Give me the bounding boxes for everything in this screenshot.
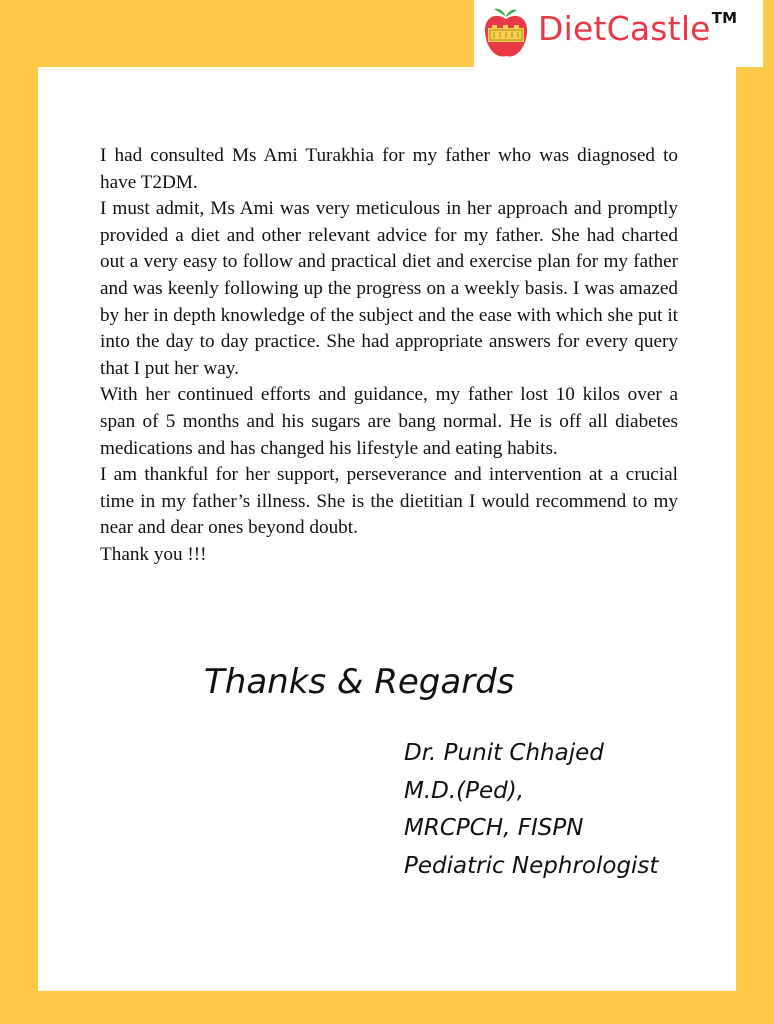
apple-castle-icon [482,6,530,60]
signatory-degree: M.D.(Ped), [404,777,525,804]
letter-paragraph: I am thankful for her support, perseverance and intervention at a crucial time in my father’s illness. She is the dietitian I would recommend to my near and dear ones beyond doubt. [100,464,678,539]
brand-name-text: DietCastle [538,9,711,48]
letter-paragraph: Thank you !!! [100,543,207,565]
signatory-title: Pediatric Nephrologist [404,852,659,879]
testimonial-letter [38,67,736,991]
brand-logo [474,0,763,67]
trademark-symbol: TM [711,9,738,27]
letter-body [100,143,678,569]
signatory-qualifications: MRCPCH, FISPN [404,815,584,841]
letter-paragraph: I must admit, Ms Ami was very meticulous in her approach and promptly provided a diet and other relevant advice for my father. She had charted out a very easy to follow and practical diet and exercise plan for my father and was keenly following up the progress on a weekly basis. I was amazed by her in depth knowledge of the subject and the ease with which she put it into the day to day practice. She had appropriate answers for every query that I put her way. [100,198,678,379]
closing-text: Thanks & Regards [204,662,515,702]
letter-paragraph: With her continued efforts and guidance, my father lost 10 kilos over a span of 5 months and his sugars are bang normal. He is off all diabetes medications and has changed his lifestyle and eating habits. [100,384,678,459]
signature-block [404,735,658,885]
brand-name [538,9,738,48]
letter-paragraph: I had consulted Ms Ami Turakhia for my father who was diagnosed to have T2DM. [100,145,678,193]
signatory-name: Dr. Punit Chhajed [404,740,604,766]
